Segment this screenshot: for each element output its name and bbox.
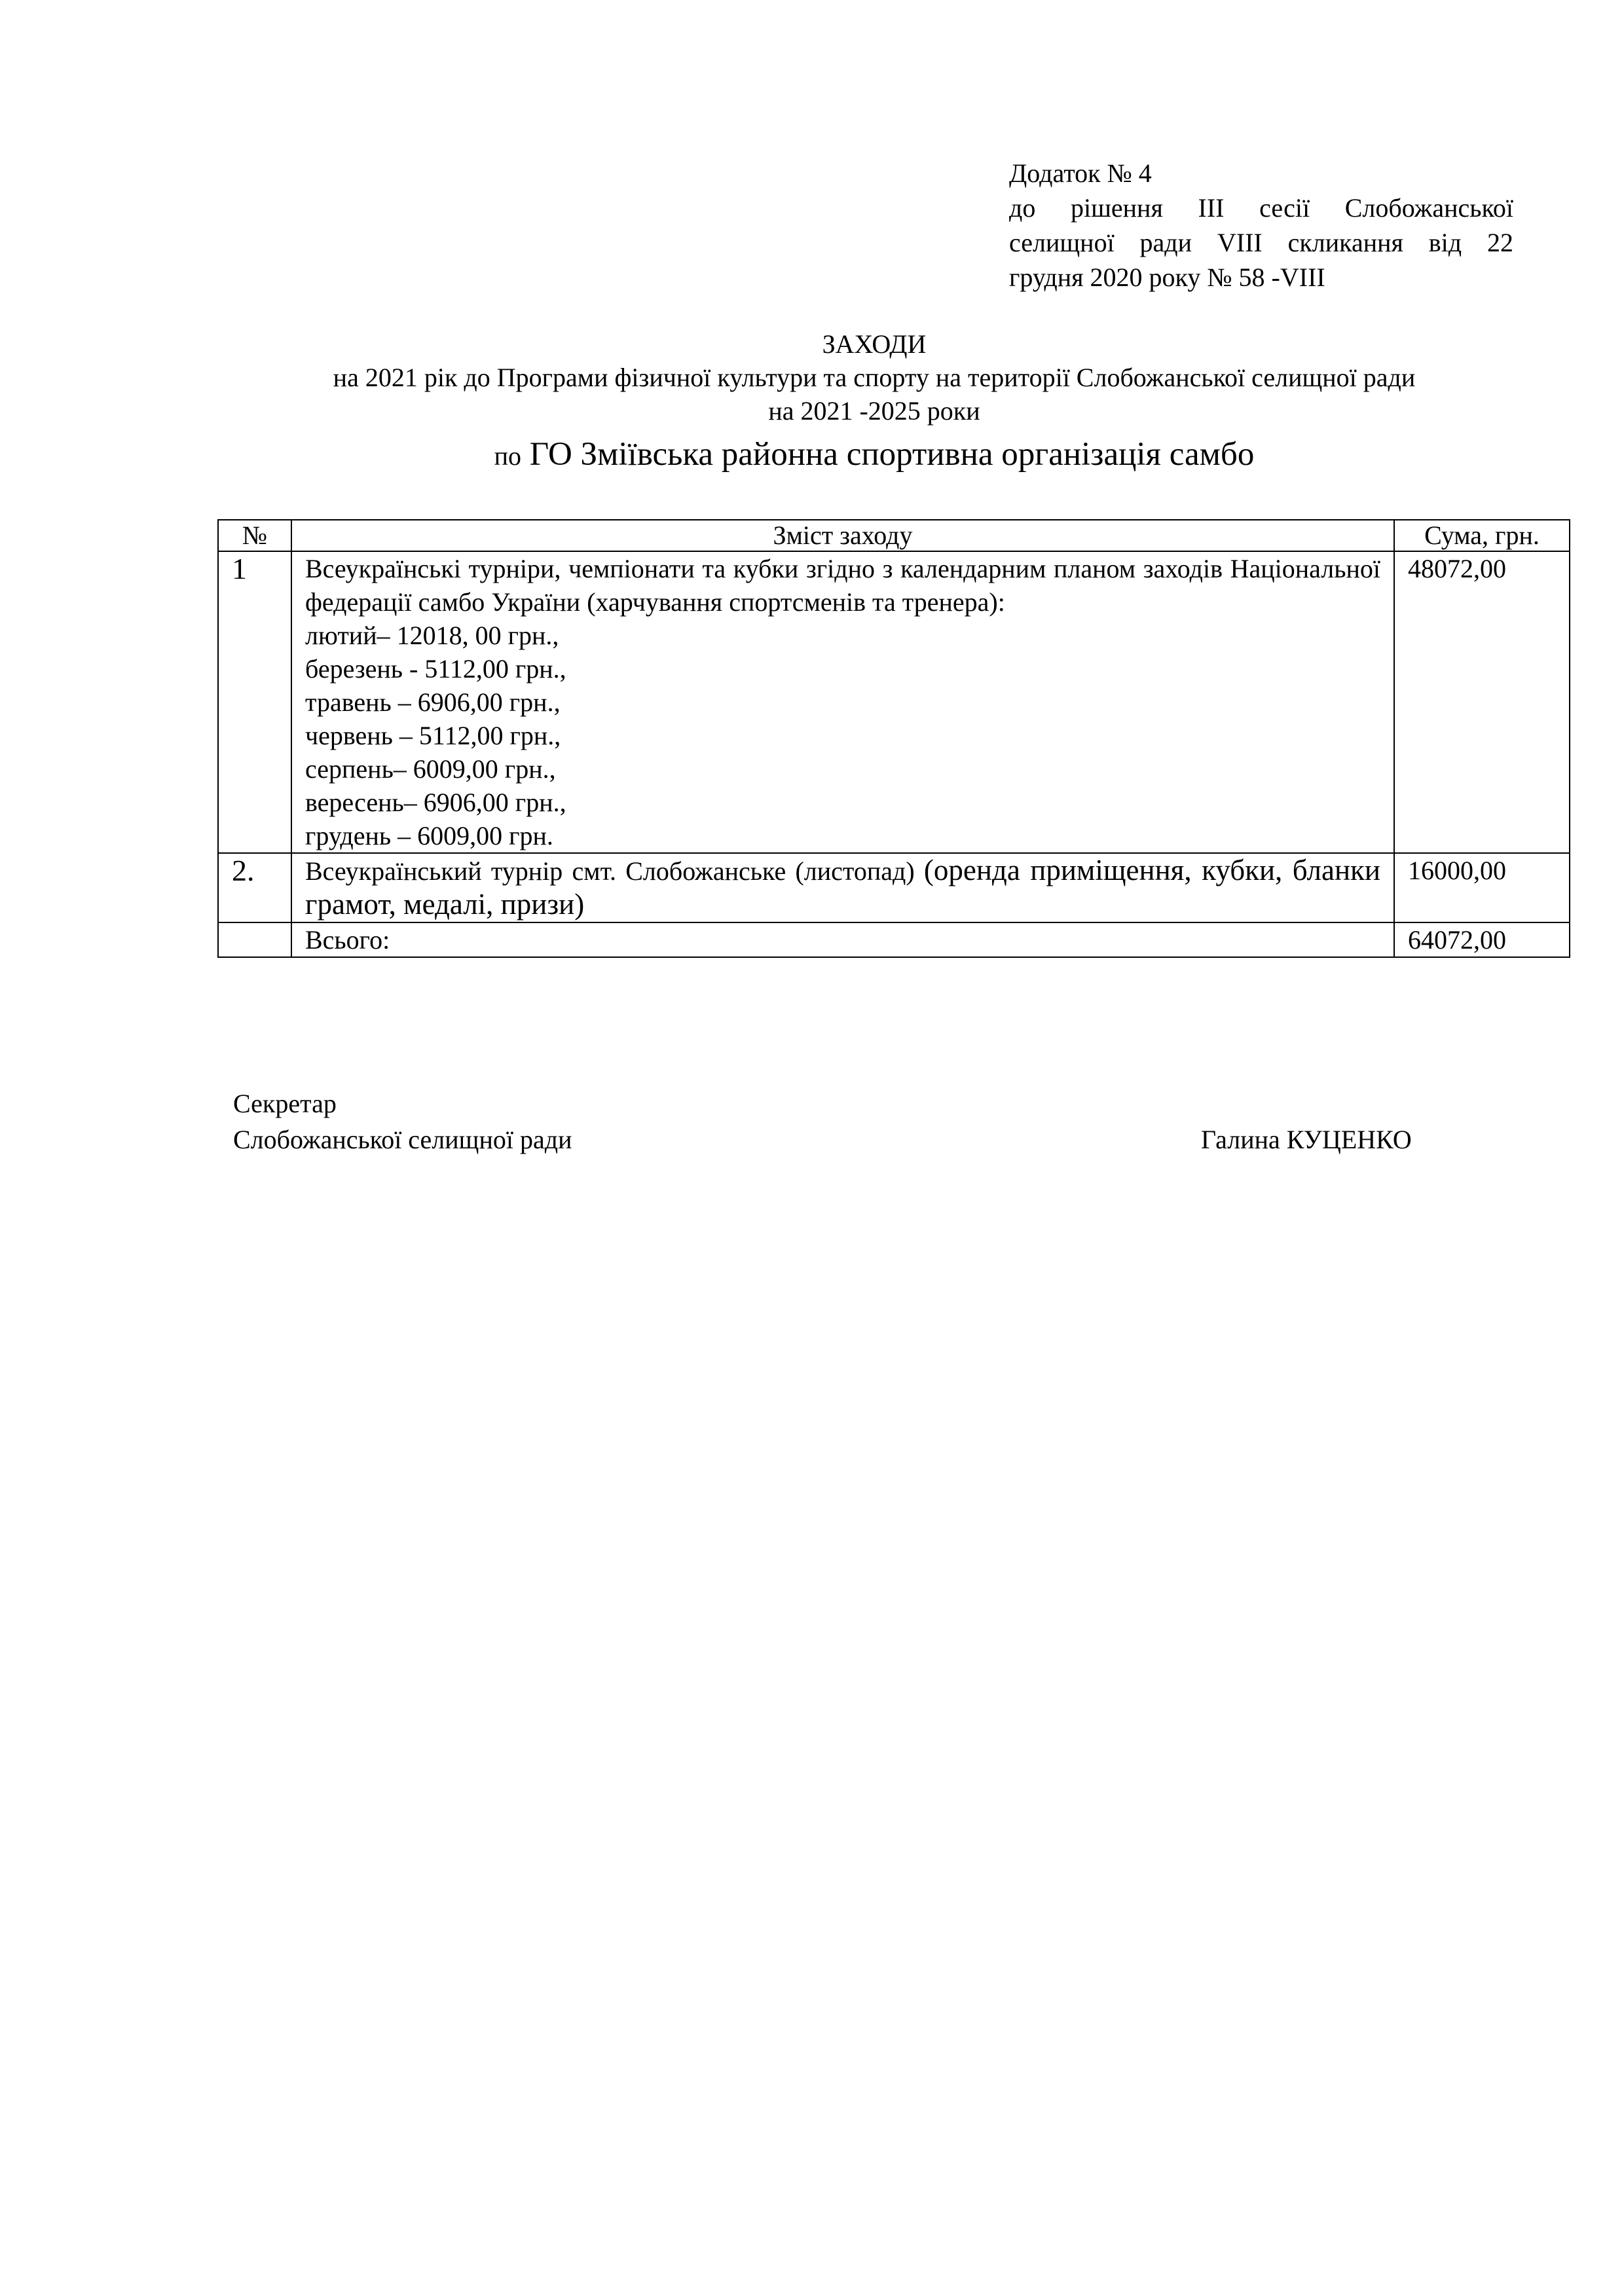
signatory-position: Секретар xyxy=(233,1089,337,1118)
table-total-row xyxy=(218,922,1570,957)
row-amount: 16000,00 xyxy=(1394,853,1570,922)
organization-line xyxy=(0,429,1624,481)
organization-prefix: по xyxy=(494,441,522,471)
monthly-detail: серпень– 6009,00 грн., xyxy=(305,754,556,784)
monthly-detail: червень – 5112,00 грн., xyxy=(305,721,561,750)
row-description-details: (оренда приміщення, кубки, бланки грамот, медалі, призи) xyxy=(305,854,1380,920)
appendix-decision-line: до рішення ІІІ сесії Слобожанської xyxy=(1009,193,1513,223)
row-description xyxy=(291,551,1394,853)
row-description-text: Всеукраїнські турніри, чемпіонати та кубки згідно з календарним планом заходів Національної федерації самбо України (харчування спортсменів та тренера): xyxy=(305,554,1380,617)
header-number: № xyxy=(218,520,291,551)
signatory-name: Галина КУЦЕНКО xyxy=(1201,1125,1412,1154)
appendix-date-line: грудня 2020 року № 58 -VIII xyxy=(1009,263,1325,292)
signatory-council: Слобожанської селищної ради xyxy=(233,1125,572,1154)
monthly-detail: лютий– 12018, 00 грн., xyxy=(305,621,559,650)
monthly-detail: березень - 5112,00 грн., xyxy=(305,654,566,683)
row-description xyxy=(291,853,1394,922)
document-title: ЗАХОДИ xyxy=(822,329,927,359)
signature-block xyxy=(233,1085,1477,1157)
row-number: 1 xyxy=(218,551,291,853)
table-row xyxy=(218,853,1570,922)
measures-table xyxy=(217,519,1570,958)
header-amount: Сума, грн. xyxy=(1394,520,1570,551)
total-amount: 64072,00 xyxy=(1394,922,1570,957)
appendix-number: Додаток № 4 xyxy=(1009,158,1152,188)
table-header-row xyxy=(218,520,1570,551)
total-number-cell xyxy=(218,922,291,957)
monthly-detail: вересень– 6906,00 грн., xyxy=(305,788,566,817)
appendix-convocation-line: селищної ради VIII скликання від 22 xyxy=(1009,228,1513,257)
row-description-text: Всеукраїнський турнір смт. Слобожанське (листопад) xyxy=(305,856,915,886)
total-label: Всього: xyxy=(291,922,1394,957)
monthly-detail: травень – 6906,00 грн., xyxy=(305,687,561,717)
organization-name: ГО Зміївська районна спортивна організація самбо xyxy=(529,436,1255,473)
appendix-note xyxy=(1009,156,1513,295)
monthly-detail: грудень – 6009,00 грн. xyxy=(305,821,553,850)
row-number: 2. xyxy=(218,853,291,922)
header-description: Зміст заходу xyxy=(291,520,1394,551)
document-heading xyxy=(0,327,1624,481)
document-subtitle: на 2021 рік до Програми фізичної культури та спорту на території Слобожанської селищної ради xyxy=(333,363,1416,392)
row-amount: 48072,00 xyxy=(1394,551,1570,853)
table-row xyxy=(218,551,1570,853)
document-period: на 2021 -2025 роки xyxy=(768,396,980,426)
